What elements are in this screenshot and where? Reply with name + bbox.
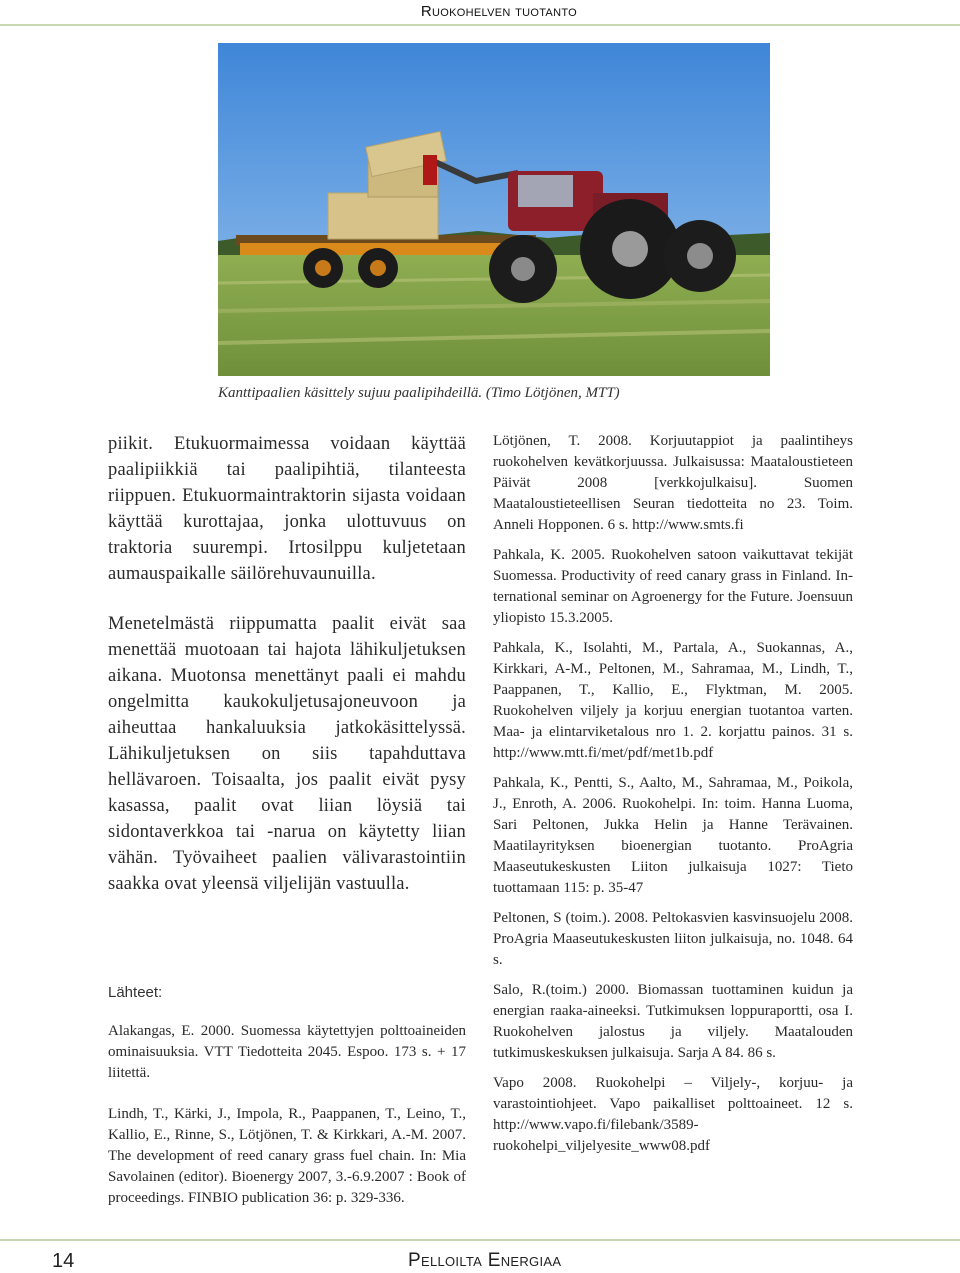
reference-item: Alakangas, E. 2000. Suomessa käytettyjen polttoaineiden ominaisuuksia. VTT Tiedotteita 2045. Espoo. 173 s. + 17 liitettä. xyxy=(108,1023,466,1081)
section-header: Ruokohelven tuotanto xyxy=(420,3,577,20)
references-heading: Lähteet: xyxy=(108,984,163,1001)
header-divider xyxy=(0,24,960,26)
footer-divider xyxy=(0,1239,960,1241)
photo-caption: Kanttipaalien käsittely sujuu paalipihdeillä. (Timo Lötjönen, MTT) xyxy=(218,385,620,401)
photo-illustration xyxy=(218,43,770,376)
reference-item: Lötjönen, T. 2008. Korjuutappiot ja paalintiheys ruokohelven kevätkorjuussa. Julkaisussa: Maataloustieteen Päivät 2008 [verkkojulkaisu]. Suomen Maataloustieteellisen Seuran tiedotteita no 23. Toim. Anneli Hopponen. 6 s. http://www.smts.fi xyxy=(493,433,853,533)
reference-item: Vapo 2008. Ruokohelpi – Viljely-, korjuu- ja varastointiohjeet. Vapo paikalliset polttoaineet. 12 s. http://www.vapo.fi/filebank/3589-ruokohelpi_viljelyesite_www08.pdf xyxy=(493,1075,853,1154)
reference-item: Lindh, T., Kärki, J., Impola, R., Paappanen, T., Leino, T., Kallio, E., Rinne, S., Lötjönen, T. & Kirkkari, A.-M. 2007. The development of reed canary grass fuel chain. In: Mia Savolainen (editor). Bioenergy 2007, 3.-6.9.2007 : Book of proceedings. FINBIO publication 36: p. 329-336. xyxy=(108,1106,466,1206)
publication-title: Pelloilta Energiaa xyxy=(408,1250,562,1271)
reference-item: Pahkala, K., Pentti, S., Aalto, M., Sahramaa, M., Poikola, J., Enroth, A. 2006. Ruokohelpi. In: toim. Hanna Luoma, Sari Peltonen, Jukka Helin ja Hanne Terävainen. Maatilayrityksen bioenergian tuotanto. ProAgria Maaseutukeskusten Liiton julkaisuja 1027: Tieto tuottamaan 115: p. 35-47 xyxy=(493,775,853,896)
tractor-bale-photo xyxy=(218,43,770,376)
reference-item: Pahkala, K. 2005. Ruokohelven satoon vaikuttavat tekijät Suomessa. Productivity of reed canary grass in Finland. In-ternational seminar on Agroenergy for the Future. Joensuun yliopisto 15.3.2005. xyxy=(493,547,853,626)
reference-item: Peltonen, S (toim.). 2008. Peltokasvien kasvinsuojelu 2008. ProAgria Maaseutukeskusten liiton julkaisuja, no. 1048. 64 s. xyxy=(493,910,853,968)
reference-item: Pahkala, K., Isolahti, M., Partala, A., Suokannas, A., Kirkkari, A-M., Peltonen, M., Sahramaa, M., Lindh, T., Paappanen, T., Kallio, E., Flyktman, M. 2005. Ruokohelven viljely ja korjuu energian tuotantoa varten. Maa- ja elintarviketalous nro 1. 2. korjattu painos. 31 s. http://www.mtt.fi/met/pdf/met1b.pdf xyxy=(493,640,853,761)
body-paragraph-2: Menetelmästä riippumatta paalit eivät saa menettää muotoaan tai hajota lähikuljetuksen aikana. Muotonsa menettänyt paali ei mahdu ongelmitta kaukokuljetusajoneuvoon ja aiheuttaa hankaluuksia jatkokäsittelyssä. Lähikuljetuksen on siis tapahduttava hellävaroen. Toisaalta, jos paalit eivät pysy kasassa, paalit ovat liian löysiä tai sidontaverkkoa tai -narua on käytetty liian vähän. Työvaiheet paalien välivarastointiin saakka ovat yleensä viljelijän vastuulla. xyxy=(108,614,466,894)
reference-item: Salo, R.(toim.) 2000. Biomassan tuottaminen kuidun ja energian raaka-aineeksi. Tutkimuksen loppuraportti, osa I. Ruokohelven jalostus ja viljely. Maatalouden tutkimuskeskuksen julkaisuja. Sarja A 84. 86 s. xyxy=(493,982,853,1061)
main-text-column xyxy=(108,431,466,897)
body-paragraph-1: piikit. Etukuormaimessa voidaan käyttää paalipiikkiä tai paalipihtiä, tilanteesta riippuen. Etukuormaintraktorin sijasta voidaan käyttää kurottajaa, jonka ulottuvuus on traktoria suurempi. Irtosilppu kuljetetaan aumauspaikalle säilörehuvaunuilla. xyxy=(108,434,466,584)
references-right xyxy=(493,431,853,1157)
references-left xyxy=(108,984,466,1209)
page-number: 14 xyxy=(52,1250,75,1272)
